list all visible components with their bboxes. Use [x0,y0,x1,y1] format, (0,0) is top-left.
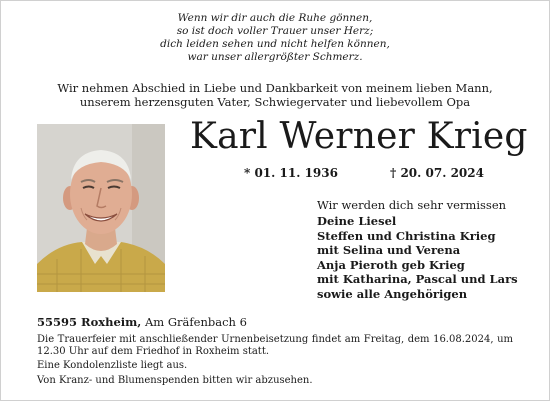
funeral-notices [37,334,513,389]
mourner-line: sowie alle Angehörigen [317,286,468,301]
poem-line: Wenn wir dir auch die Ruhe gönnen, [177,12,373,24]
portrait-illustration [37,124,165,292]
poem-line: so ist doch voller Trauer unser Herz; [176,25,374,37]
address-street: Am Gräfenbach 6 [144,315,247,329]
family-address [37,315,247,329]
death-date: † 20. 07. 2024 [390,166,484,180]
deceased-name: Karl Werner Krieg [190,116,528,157]
funeral-service-notice: Die Trauerfeier mit anschließender Urnenbeisetzung findet am Freitag, dem 16.08.2024, um 12.30 Uhr auf dem Friedhof in Roxheim statt. [37,334,513,358]
address-city: 55595 Roxheim, [37,315,142,329]
flowers-notice: Von Kranz- und Blumenspenden bitten wir abzusehen. [37,374,313,386]
mourner-line: Anja Pieroth geb Krieg [317,257,465,272]
poem-line: dich leiden sehen und nicht helfen können, [160,38,390,50]
portrait-photo [37,124,165,292]
mourner-line: Deine Liesel [317,214,397,228]
mourners-list [317,214,518,302]
farewell-intro [0,81,550,109]
birth-date: * 01. 11. 1936 [244,166,338,180]
mourner-line: mit Selina und Verena [317,243,461,258]
poem-line: war unser allergrößter Schmerz. [187,51,363,63]
mourner-line: Steffen und Christina Krieg [317,228,496,243]
condolence-notice: Eine Kondolenzliste liegt aus. [37,360,188,372]
intro-line: Wir nehmen Abschied in Liebe und Dankbarkeit von meinem lieben Mann, [57,81,493,95]
mourner-line: mit Katharina, Pascal und Lars [317,272,518,287]
intro-line: unserem herzensguten Vater, Schwiegervater und liebevollem Opa [79,95,471,109]
family-intro: Wir werden dich sehr vermissen [317,198,507,212]
poem [0,12,550,64]
